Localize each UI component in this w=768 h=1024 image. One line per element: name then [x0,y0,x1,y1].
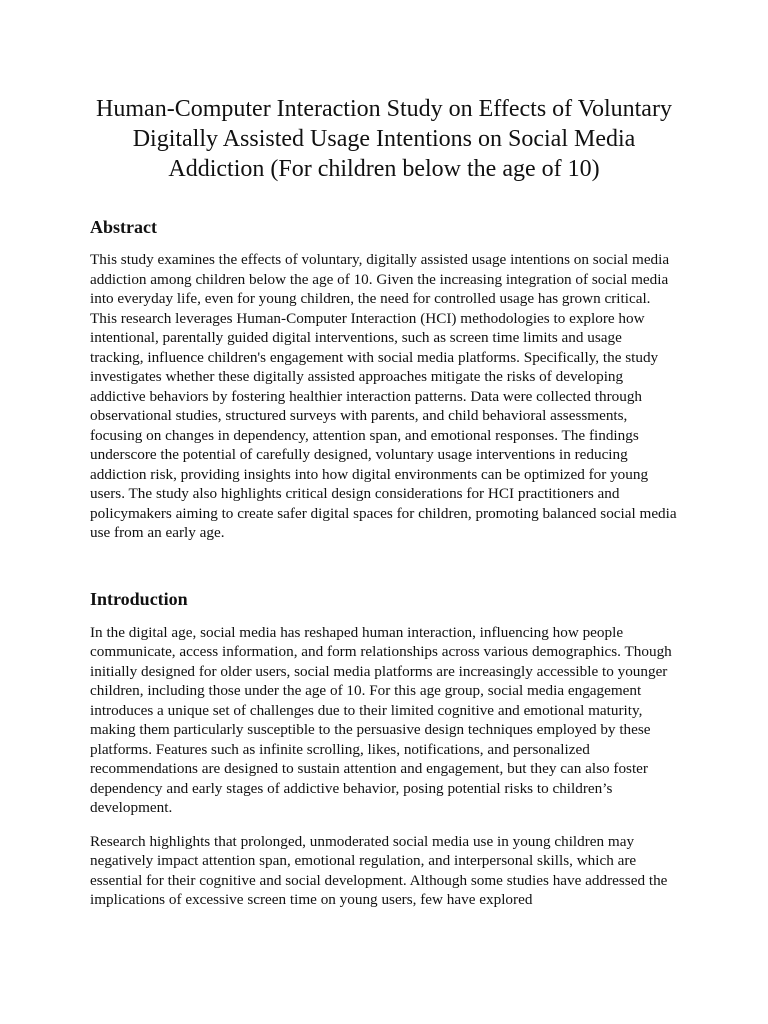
introduction-paragraph-2: Research highlights that prolonged, unmoderated social media use in young children may negatively impact attention span, emotional regulation, and interpersonal skills, which are essential for their cognitive and social development. Although some studies have addressed the implications of excessive screen time on young users, few have explored [90,832,668,908]
introduction-paragraph-1: In the digital age, social media has reshaped human interaction, influencing how people communicate, access information, and form relationships across various demographics. Though initially designed for older users, social media platforms are increasingly accessible to younger children, including those under the age of 10. For this age group, social media engagement introduces a unique set of challenges due to their limited cognitive and emotional maturity, making them particularly susceptible to the persuasive design techniques employed by these platforms. Features such as infinite scrolling, likes, notifications, and personalized recommendations are designed to sustain attention and engagement, but they can also foster dependency and early stages of addictive behavior, posing potential risks to children’s development. [90,623,672,816]
abstract-section [90,216,678,543]
introduction-heading: Introduction [90,588,188,609]
abstract-paragraph: This study examines the effects of voluntary, digitally assisted usage intentions on social media addiction among children below the age of 10. Given the increasing integration of social media into everyday life, even for young children, the need for controlled usage has grown critical. This research leverages Human-Computer Interaction (HCI) methodologies to explore how intentional, parentally guided digital interventions, such as screen time limits and usage tracking, influence children's engagement with social media platforms. Specifically, the study investigates whether these digitally assisted approaches mitigate the risks of developing addictive behaviors by fostering healthier interaction patterns. Data were collected through observational studies, structured surveys with parents, and child behavioral assessments, focusing on changes in dependency, attention span, and emotional responses. The findings underscore the potential of carefully designed, voluntary usage interventions in reducing addiction risk, providing insights into how digital environments can be optimized for young users. The study also highlights critical design considerations for HCI practitioners and policymakers aiming to create safer digital spaces for children, promoting balanced social media use from an early age. [90,251,677,541]
abstract-heading: Abstract [90,217,157,237]
paper-title: Human-Computer Interaction Study on Effects of Voluntary Digitally Assisted Usage Intentions on Social Media Addiction (For children below the age of 10) [96,96,672,182]
introduction-section [90,588,678,910]
